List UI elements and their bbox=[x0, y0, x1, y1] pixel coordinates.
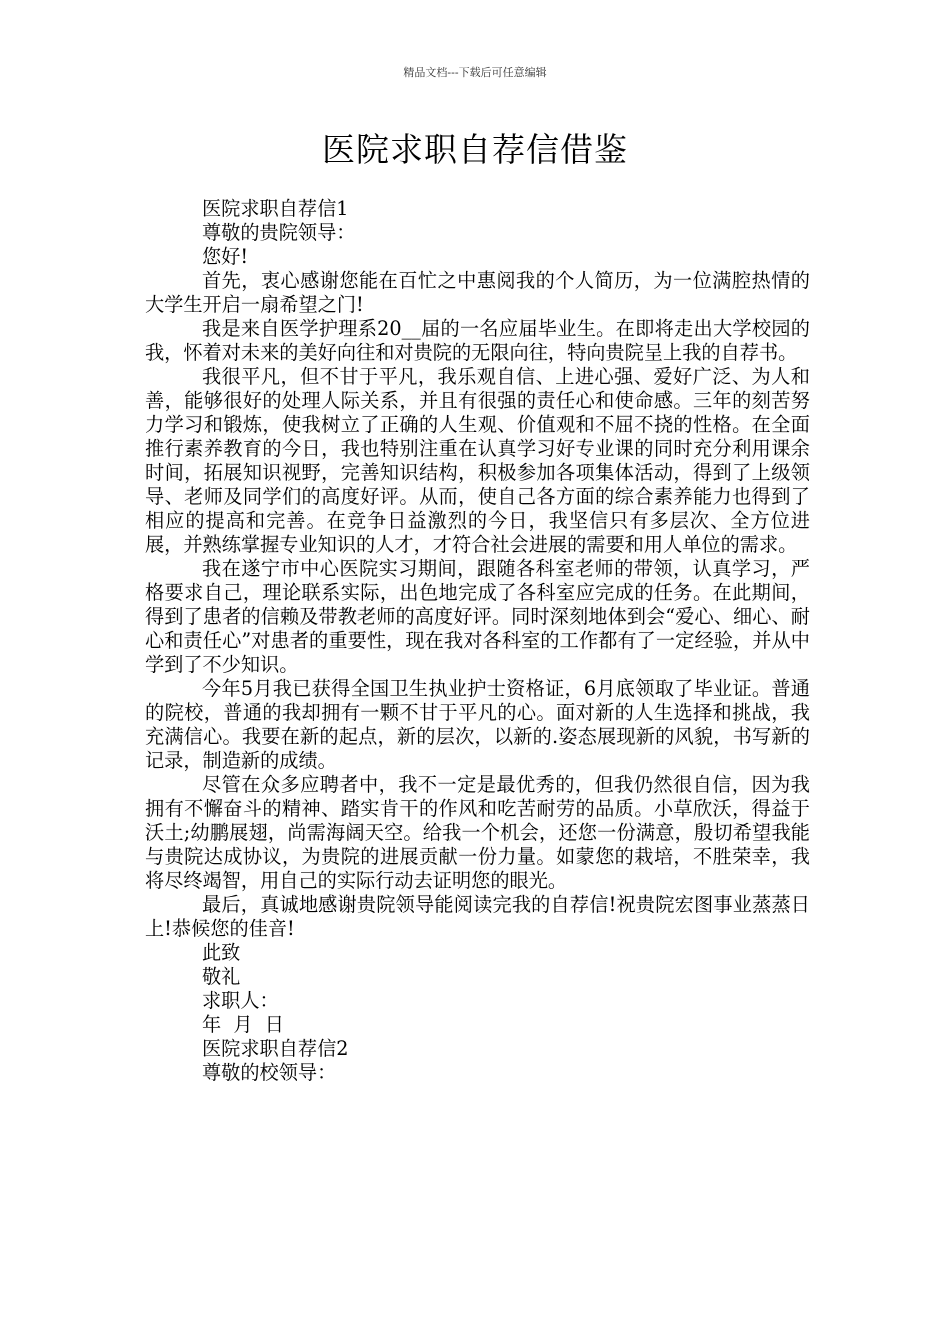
letter1-regards: 敬礼 bbox=[202, 965, 241, 988]
page-header-note: 精品文档---下载后可任意编辑 bbox=[403, 66, 547, 79]
letter1-paragraph: 最后，真诚地感谢贵院领导能阅读完我的自荐信!祝贵院宏图事业蒸蒸日上!恭候您的佳音! bbox=[145, 893, 810, 940]
letter1-paragraph: 我在遂宁市中心医院实习期间，跟随各科室老师的带领，认真学习，严格要求自己，理论联系实际，出色地完成了各科室应完成的任务。在此期间，得到了患者的信赖及带教老师的高度好评。同时深刻地体到会“爱心、细心、耐心和责任心”对患者的重要性，现在我对各科室的工作都有了一定经验，并从中学到了不少知识。 bbox=[145, 557, 810, 676]
letter1-greeting: 您好! bbox=[202, 245, 249, 268]
letter2-heading: 医院求职自荐信2 bbox=[202, 1037, 349, 1060]
letter1-date: 年 月 日 bbox=[202, 1013, 284, 1036]
letter2-salutation: 尊敬的校领导： bbox=[202, 1061, 337, 1084]
letter1-paragraph: 首先，衷心感谢您能在百忙之中惠阅我的个人简历，为一位满腔热情的大学生开启一扇希望之门! bbox=[145, 269, 810, 316]
document-title: 医院求职自荐信借鉴 bbox=[322, 130, 628, 169]
letter1-signature: 求职人： bbox=[202, 989, 279, 1012]
letter1-salutation: 尊敬的贵院领导： bbox=[202, 221, 356, 244]
letter1-paragraph: 今年5月我已获得全国卫生执业护士资格证，6月底领取了毕业证。普通的院校，普通的我却拥有一颗不甘于平凡的心。面对新的人生选择和挑战，我充满信心。我要在新的起点，新的层次，以新的.姿态展现新的风貌，书写新的记录，制造新的成绩。 bbox=[145, 677, 810, 772]
letter1-closing: 此致 bbox=[202, 941, 241, 964]
letter1-paragraph: 我是来自医学护理系20__届的一名应届毕业生。在即将走出大学校园的我，怀着对未来的美好向往和对贵院的无限向往，特向贵院呈上我的自荐书。 bbox=[145, 317, 810, 364]
letter1-heading: 医院求职自荐信1 bbox=[202, 197, 349, 220]
letter1-paragraph: 我很平凡，但不甘于平凡，我乐观自信、上进心强、爱好广泛、为人和善，能够很好的处理人际关系，并且有很强的责任心和使命感。三年的刻苦努力学习和锻炼，使我树立了正确的人生观、价值观和不屈不挠的性格。在全面推行素养教育的今日，我也特别注重在认真学习好专业课的同时充分利用课余时间，拓展知识视野，完善知识结构，积极参加各项集体活动，得到了上级领导、老师及同学们的高度好评。从而，使自己各方面的综合素养能力也得到了相应的提高和完善。在竞争日益激烈的今日，我坚信只有多层次、全方位进展，并熟练掌握专业知识的人才，才符合社会进展的需要和用人单位的需求。 bbox=[145, 365, 810, 556]
letter1-paragraph: 尽管在众多应聘者中，我不一定是最优秀的，但我仍然很自信，因为我拥有不懈奋斗的精神、踏实肯干的作风和吃苦耐劳的品质。小草欣沃，得益于沃土;幼鹏展翅，尚需海阔天空。给我一个机会，还您一份满意，殷切希望我能与贵院达成协议，为贵院的进展贡献一份力量。如蒙您的栽培，不胜荣幸，我将尽终竭智，用自己的实际行动去证明您的眼光。 bbox=[145, 773, 810, 892]
document-body bbox=[145, 197, 810, 1085]
